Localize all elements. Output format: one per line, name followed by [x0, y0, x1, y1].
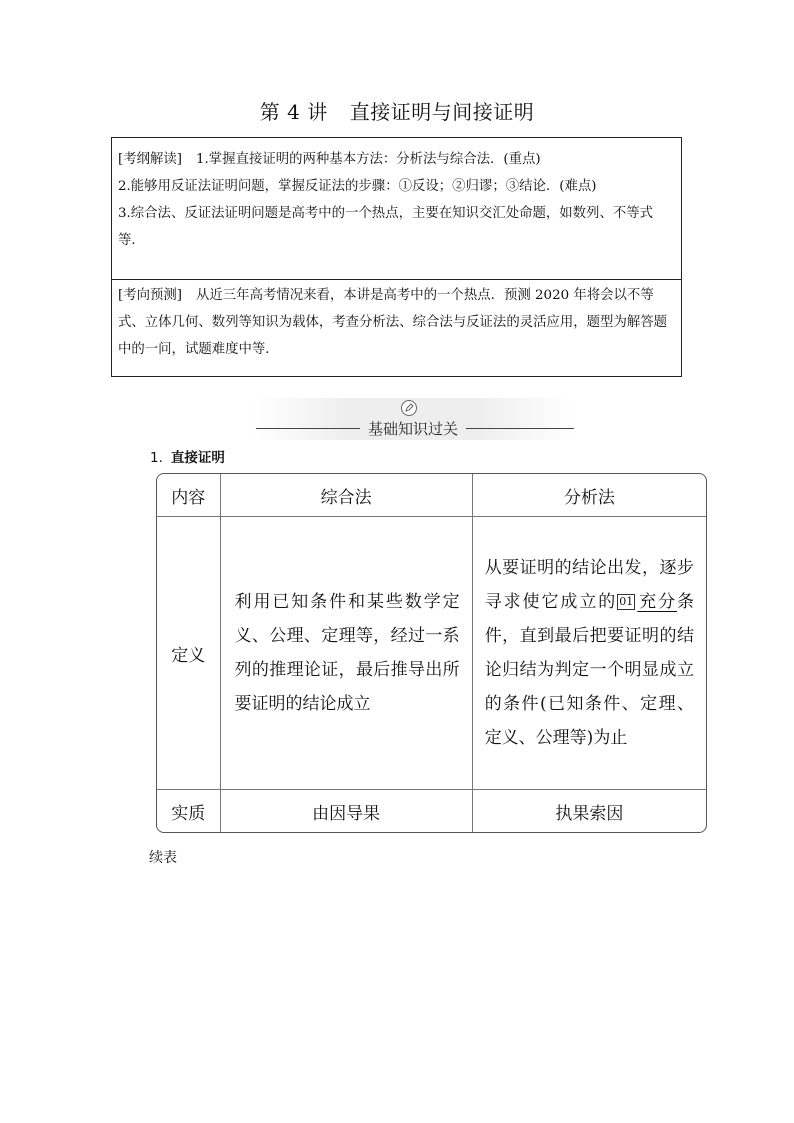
- definition-analysis: [473, 551, 706, 755]
- forecast-tag: [考向预测]: [118, 288, 183, 303]
- syllabus-interpretation: [112, 138, 681, 280]
- essence-label: 实质: [157, 790, 220, 833]
- essence-analysis: 执果索因: [472, 790, 706, 833]
- header-synthesis: 综合法: [220, 474, 472, 517]
- table-header-row: [157, 474, 706, 517]
- definition-analysis-cell: [472, 517, 706, 790]
- definition-label: 定义: [157, 517, 220, 790]
- definition-synthesis: 利用已知条件和某些数学定义、公理、定理等，经过一系列的推理论证，最后推导出所要证明的结论成立: [234, 592, 460, 714]
- table-row-definition: [157, 517, 706, 790]
- syllabus-box: [111, 137, 682, 377]
- section-banner: [252, 398, 574, 440]
- lecture-number: 第 4 讲: [259, 100, 328, 124]
- header-analysis: 分析法: [472, 474, 706, 517]
- header-content: 内容: [157, 474, 220, 517]
- page-title: [0, 96, 794, 125]
- continued-table-label: 续表: [149, 850, 177, 866]
- banner-rule-right: [466, 428, 574, 429]
- pencil-icon: [401, 400, 417, 416]
- syllabus-line-2: 2.能够用反证法证明问题，掌握反证法的步骤：①反设；②归谬；③结论．(难点): [118, 179, 597, 194]
- section-banner-title: 基础知识过关: [367, 420, 458, 438]
- definition-synthesis-cell: [220, 517, 472, 790]
- item-number: 1.: [150, 450, 163, 466]
- exam-forecast: [112, 280, 681, 376]
- comparison-table: [156, 473, 707, 833]
- syllabus-line-1: 1.掌握直接证明的两种基本方法：分析法与综合法．(重点): [196, 152, 541, 167]
- banner-rule-left: [256, 428, 360, 429]
- analysis-text-after: 条件，直到最后把要证明的结论归结为判定一个明显成立的条件(已知条件、定理、定义、公理等)为止: [484, 592, 695, 748]
- item-heading: [150, 446, 225, 466]
- syllabus-line-3: 3.综合法、反证法证明问题是高考中的一个热点，主要在知识交汇处命题，如数列、不等式等．: [118, 206, 654, 248]
- item-heading-text: 直接证明: [170, 450, 225, 466]
- lecture-topic: 直接证明与间接证明: [349, 100, 535, 124]
- blank-number: 01: [619, 595, 634, 608]
- blank-answer: 充分: [637, 592, 678, 612]
- essence-synthesis: 由因导果: [220, 790, 472, 833]
- table-row-essence: [157, 790, 706, 833]
- forecast-text: 从近三年高考情况来看，本讲是高考中的一个热点．预测 2020 年将会以不等式、立体几何、数列等知识为载体，考查分析法、综合法与反证法的灵活应用，题型为解答题中的一问，试题难度中等．: [118, 288, 668, 357]
- syllabus-tag: [考纲解读]: [118, 152, 183, 167]
- analysis-text-before: 从要证明的结论出发，逐步寻求使它成立的: [484, 558, 694, 612]
